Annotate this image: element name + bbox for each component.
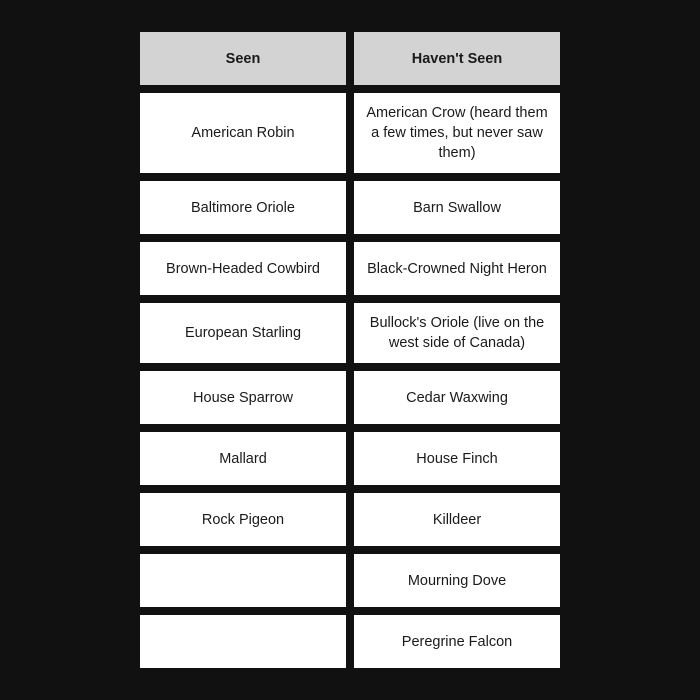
seen-cell: American Robin xyxy=(140,93,346,173)
seen-cell: European Starling xyxy=(140,303,346,363)
havent-seen-cell: Cedar Waxwing xyxy=(354,371,560,424)
seen-cell: Mallard xyxy=(140,432,346,485)
bird-sightings-table xyxy=(140,32,560,676)
havent-seen-cell: Bullock's Oriole (live on the west side of Canada) xyxy=(354,303,560,363)
seen-cell xyxy=(140,615,346,668)
havent-seen-cell: Barn Swallow xyxy=(354,181,560,234)
seen-cell: Brown-Headed Cowbird xyxy=(140,242,346,295)
havent-seen-cell: Peregrine Falcon xyxy=(354,615,560,668)
seen-cell xyxy=(140,554,346,607)
havent-seen-cell: House Finch xyxy=(354,432,560,485)
havent-seen-cell: Black-Crowned Night Heron xyxy=(354,242,560,295)
seen-cell: Baltimore Oriole xyxy=(140,181,346,234)
havent-seen-cell: Killdeer xyxy=(354,493,560,546)
seen-cell: Rock Pigeon xyxy=(140,493,346,546)
havent-seen-cell: American Crow (heard them a few times, but never saw them) xyxy=(354,93,560,173)
header-seen: Seen xyxy=(140,32,346,85)
havent-seen-cell: Mourning Dove xyxy=(354,554,560,607)
header-havent-seen: Haven't Seen xyxy=(354,32,560,85)
seen-cell: House Sparrow xyxy=(140,371,346,424)
